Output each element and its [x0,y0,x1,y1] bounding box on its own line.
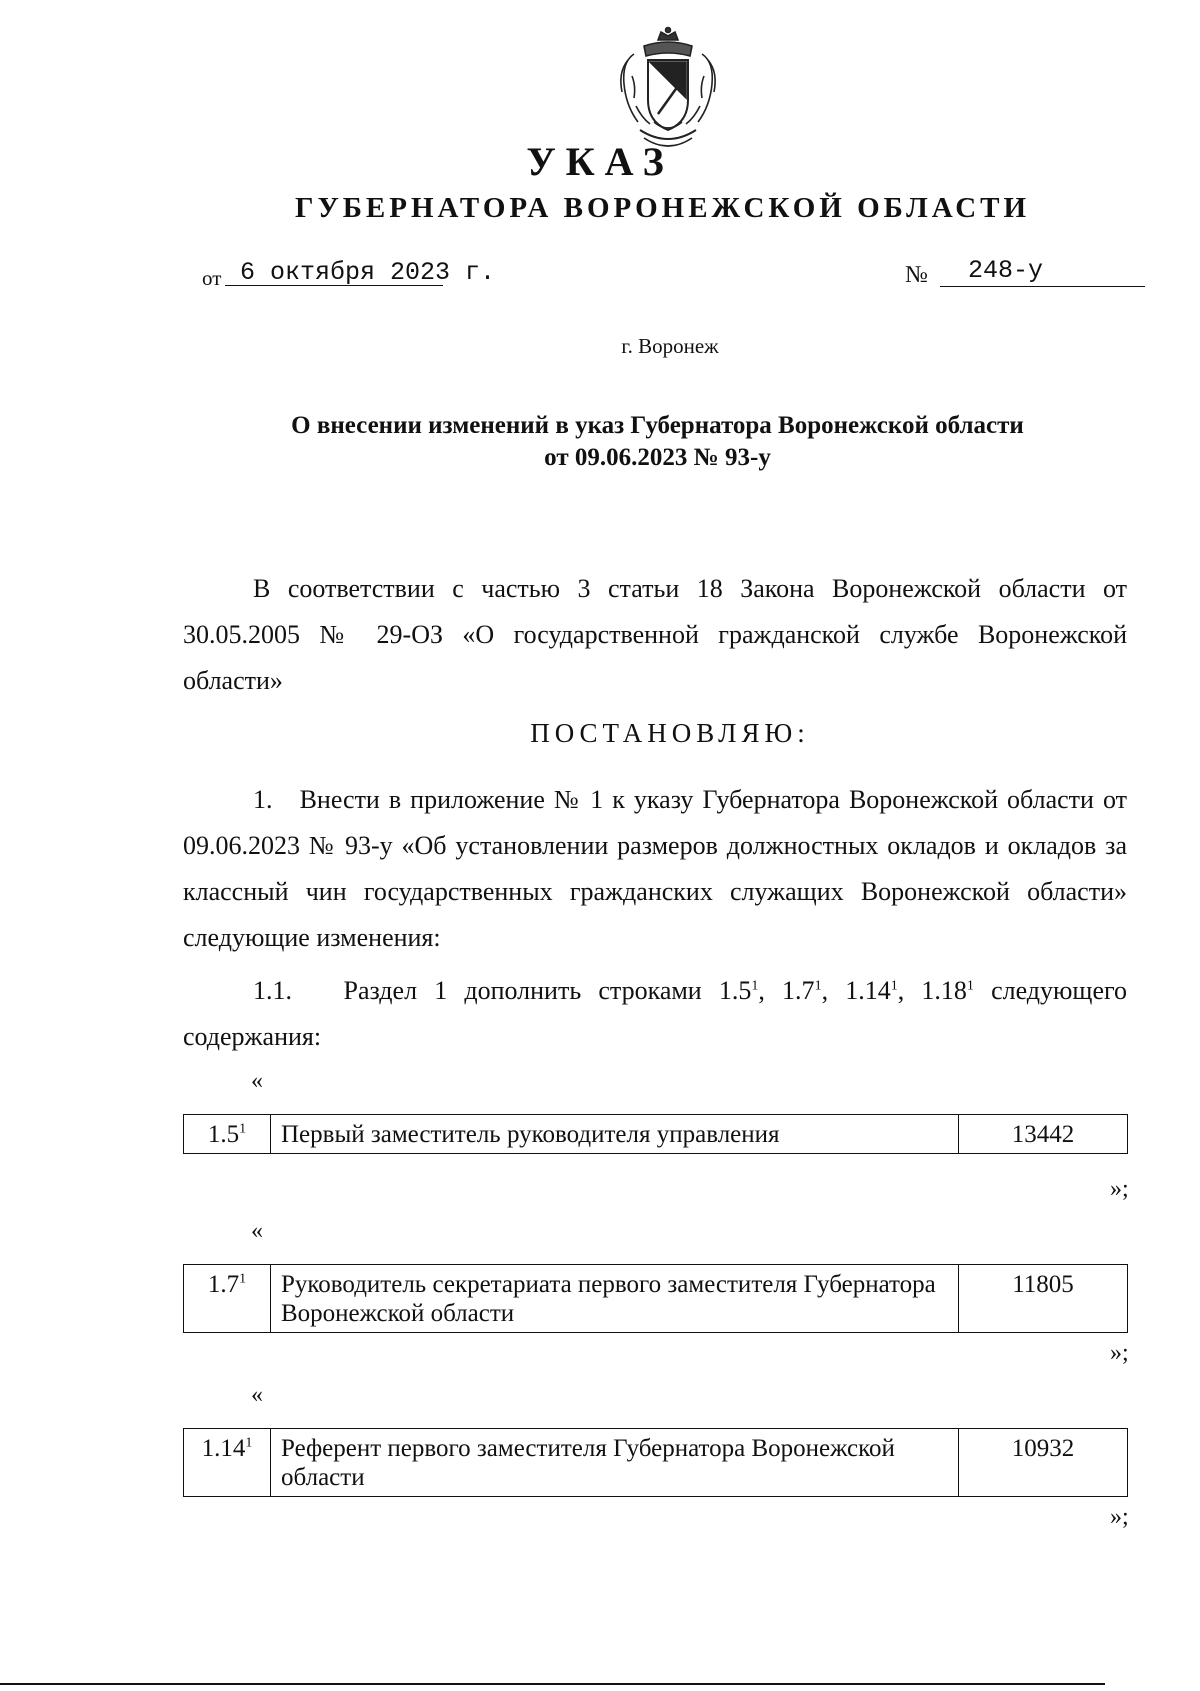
open-quote: « [251,1218,263,1244]
table-row [183,1114,1128,1154]
row-number: 1.14$^1$ [184,1429,271,1497]
open-quote: « [251,1382,263,1408]
number-sign: № [905,262,928,288]
clause-1-paragraph: 1. Внести в приложение № 1 к указу Губернатора Воронежской области от 09.06.2023 № 93-у «Об установлении размеров должностных окладов и окладов за классный чин государственных гражданских служащих Воронежской области» следующие изменения: [183,785,1134,952]
open-quote: « [251,1068,263,1094]
table-row [183,1264,1128,1333]
close-quote: »; [1110,1504,1129,1530]
clause-1-1-paragraph [183,968,1134,1060]
document-heading [0,410,1200,474]
row-position: Руководитель секретариата первого заместителя Губернатора Воронежской области [271,1265,959,1333]
superscript: 1 [751,978,759,994]
number-underline [940,286,1145,287]
table-row [183,1428,1128,1497]
row-number: $1.5^1$ [184,1115,271,1154]
superscript: 1 [890,978,898,994]
row-position: Первый заместитель руководителя управления [271,1115,959,1154]
row-salary: 13442 [959,1115,1128,1154]
heading-line-1: О внесении изменений в указ Губернатора Воронежской области [291,412,1024,439]
document-subtitle: ГУБЕРНАТОРА ВОРОНЕЖСКОЙ ОБЛАСТИ [295,192,1031,224]
row-position: Референт первого заместителя Губернатора Воронежской области [271,1429,959,1497]
clause-text-sep: , 1.7 [758,976,815,1005]
preamble-paragraph: В соответствии с частью 3 статьи 18 Закона Воронежской области от 30.05.2005 № 29-ОЗ «О государственной гражданской службе Воронежской области» [183,574,1127,695]
document-number: 248-у [968,256,1044,285]
date-prefix: от [202,266,222,290]
heading-line-2: от 09.06.2023 № 93-у [544,444,771,471]
close-quote: »; [1110,1176,1129,1202]
clause-text-sep: , 1.14 [821,976,891,1005]
clause-text-start: 1.1. Раздел 1 дополнить строками 1.5 [253,976,752,1005]
resolve-heading: ПОСТАНОВЛЯЮ: [530,718,810,748]
row-number: $1.7^1$ [184,1265,271,1333]
row-salary: 11805 [959,1265,1128,1333]
clause-text-sep: , 1.18 [897,976,967,1005]
bottom-border-line [0,1683,1105,1685]
close-quote: »; [1110,1340,1129,1366]
document-date: 6 октября 2023 г. [240,258,496,287]
document-title: УКАЗ [526,139,674,184]
superscript: 1 [966,978,974,994]
row-salary: 10932 [959,1429,1128,1497]
clause-text-end: следующего содержания: [183,976,1134,1051]
city-name: г. Воронеж [621,334,719,358]
superscript: 1 [814,978,822,994]
